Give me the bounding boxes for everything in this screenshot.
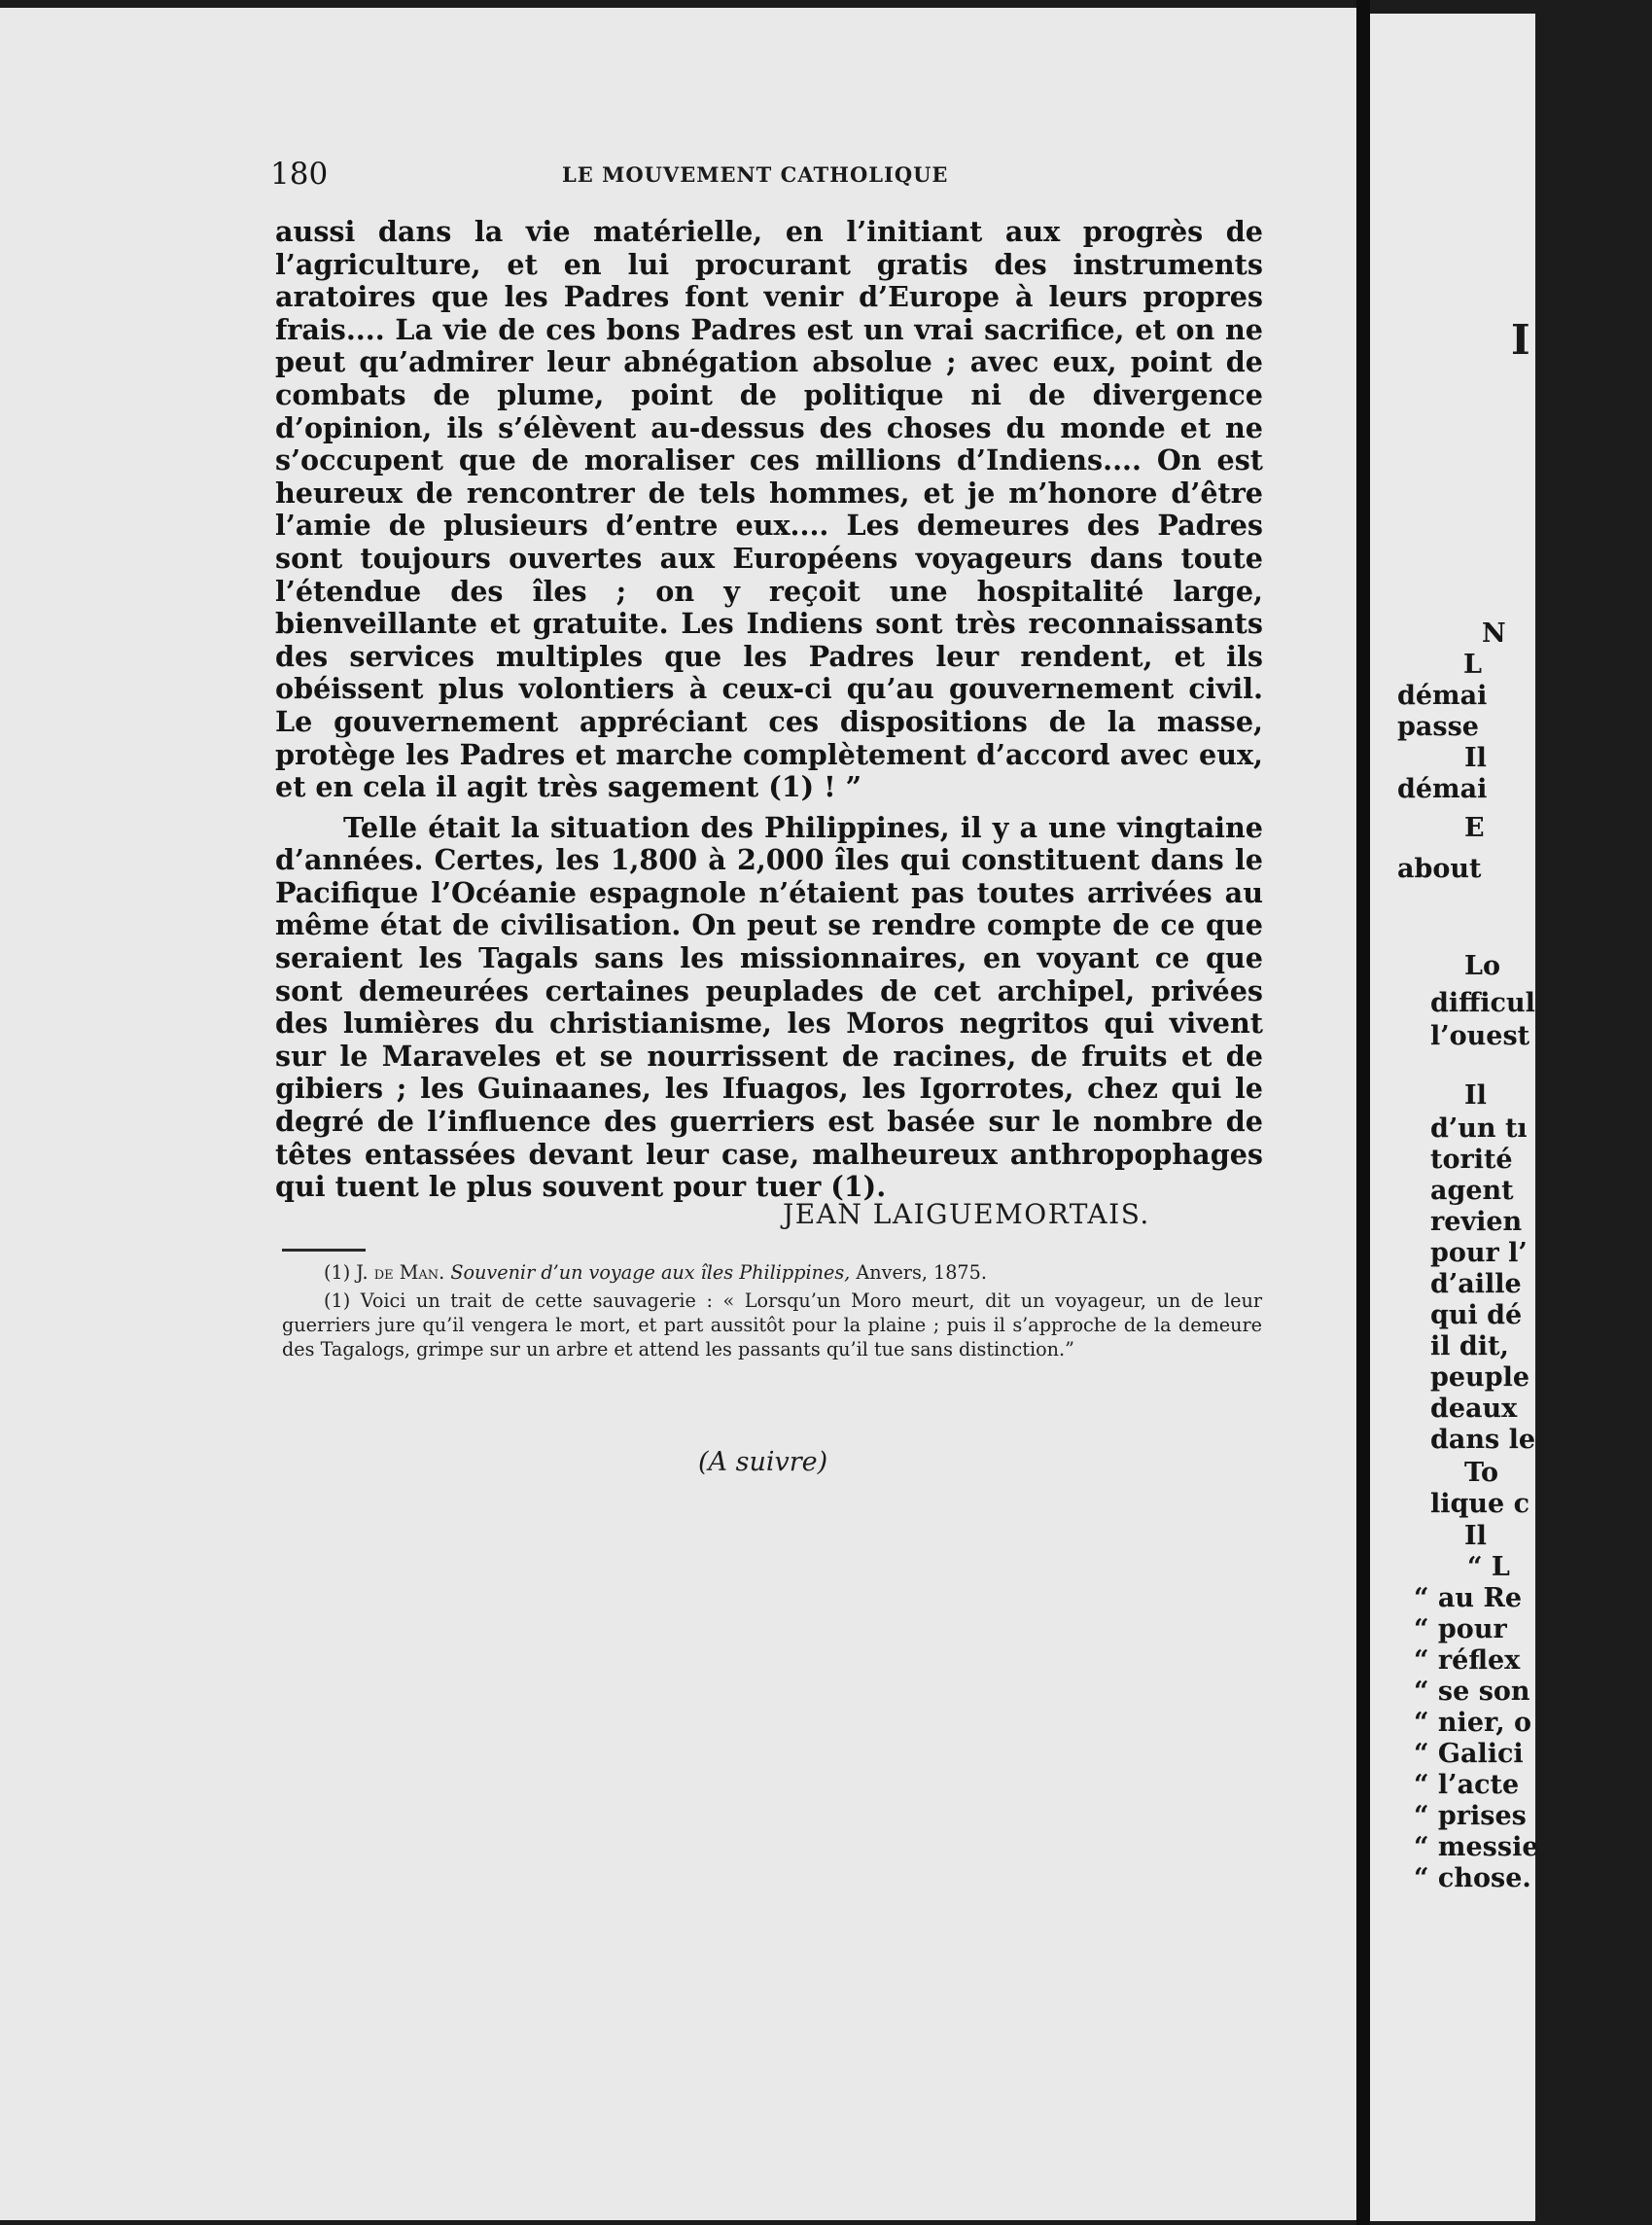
right-page-fragment-4: passe — [1397, 712, 1479, 742]
right-page-fragment-19: qui dé — [1430, 1300, 1523, 1330]
right-page-fragment-20: il dit, — [1430, 1331, 1509, 1361]
right-page-fragment-31: “ se son — [1414, 1677, 1530, 1707]
right-page-fragment-13: d’un tı — [1430, 1113, 1528, 1144]
right-page-fragment-26: Il — [1464, 1521, 1487, 1551]
right-page-fragment-12: Il — [1464, 1080, 1487, 1111]
right-page-fragment-22: deaux — [1430, 1394, 1518, 1424]
body-text — [275, 216, 1263, 1204]
right-page-fragment-0: I — [1511, 316, 1530, 364]
author-signature: JEAN LAIGUEMORTAIS. — [783, 1198, 1150, 1230]
right-page-fragment-28: “ au Re — [1414, 1583, 1523, 1613]
right-page-fragment-14: torité — [1430, 1145, 1513, 1175]
right-page-fragment-33: “ Galici — [1414, 1739, 1524, 1769]
right-page — [1370, 14, 1539, 2221]
right-page-fragment-7: E — [1464, 813, 1485, 843]
right-page-fragment-3: démai — [1397, 681, 1488, 711]
right-page-fragment-34: “ l’acte — [1414, 1770, 1520, 1800]
right-page-fragment-10: difficul — [1430, 988, 1535, 1018]
right-page-fragment-23: dans le — [1430, 1425, 1536, 1455]
right-page-fragment-6: démai — [1397, 774, 1488, 804]
to-be-continued: (A suivre) — [698, 1447, 828, 1477]
footnote-1-marker: (1) — [324, 1261, 351, 1284]
right-page-fragment-25: lique c — [1430, 1489, 1530, 1519]
right-page-fragment-2: L — [1463, 650, 1482, 680]
right-page-fragment-24: To — [1464, 1458, 1499, 1488]
right-page-fragment-35: “ prises — [1414, 1801, 1527, 1831]
footnote-rule — [282, 1249, 366, 1252]
right-page-fragment-1: N — [1482, 618, 1506, 649]
right-page-fragment-27: “ L — [1467, 1552, 1510, 1582]
right-page-fragment-5: Il — [1464, 743, 1487, 773]
right-page-fragment-21: peuple — [1430, 1362, 1530, 1393]
right-page-fragment-37: “ chose. — [1414, 1863, 1531, 1893]
footnotes — [282, 1260, 1262, 1361]
right-page-fragment-9: Lo — [1464, 951, 1500, 981]
footnote-1-rest: Anvers, 1875. — [856, 1261, 987, 1284]
footnote-2: (1) Voici un trait de cette sauvagerie : « Lorsqu’un Moro meurt, dit un voyageur, un de leur guerriers jure qu’il vengera le mort, et part aussitôt pour la plaine ; puis il s’approche de la demeure des Tagalogs, grimpe sur un arbre et attend les passants qu’il tue sans distinction.” — [282, 1289, 1262, 1360]
right-page-fragment-29: “ pour — [1414, 1614, 1507, 1644]
right-page-fragment-32: “ nier, o — [1414, 1708, 1532, 1738]
paragraph-philippines: Telle était la situation des Philippines, il y a une vingtaine d’années. Certes, les 1,800 à 2,000 îles qui constituent dans le Pacifique l’Océanie espagnole n’étaient pas toutes arrivées au même état de civilisation. On peut se rendre compte de ce que seraient les Tagals sans les missionnaires, en voyant ce que sont demeurées certaines peuplades de cet archipel, privées des lumières du christianisme, les Moros negritos qui vivent sur le Maraveles et se nourrissent de racines, de fruits et de gibiers ; les Guinaanes, les Ifuagos, les Igorrotes, chez qui le degré de l’influence des guerriers est basée sur le nombre de têtes entassées devant leur case, malheureux anthropophages qui tuent le plus souvent pour tuer (1). — [275, 810, 1263, 1204]
right-page-fragment-30: “ réflex — [1414, 1645, 1521, 1676]
right-page-fragment-18: d’aille — [1430, 1269, 1522, 1299]
right-page-fragment-36: “ messie — [1414, 1832, 1539, 1862]
running-title: LE MOUVEMENT CATHOLIQUE — [562, 162, 949, 187]
paragraph-quote-end: aussi dans la vie matérielle, en l’initiant aux progrès de l’agriculture, et en lui procurant gratis des instruments aratoires que les Padres font venir d’Europe à leurs propres frais.... La vie de ces bons Padres est un vrai sacrifice, et on ne peut qu’admirer leur abnégation absolue ; avec eux, point de combats de plume, point de politique ni de divergence d’opinion, ils s’élèvent au-dessus des choses du monde et ne s’occupent que de moraliser ces millions d’Indiens.... On est heureux de rencontrer de tels hommes, et je m’honore d’être l’amie de plusieurs d’entre eux.... Les demeures des Padres sont toujours ouvertes aux Européens voyageurs dans toute l’étendue des îles ; on y reçoit une hospitalité large, bienveillante et gratuite. Les Indiens sont très reconnaissants des services multiples que les Padres leur rendent, et ils obéissent plus volontiers à ceux-ci qu’au gouvernement civil. Le gouvernement appréciant ces dispositions de la masse, protège les Padres et marche complètement d’accord avec eux, et en cela il agit très sagement (1) ! ” — [275, 215, 1263, 804]
book-gutter — [1356, 0, 1370, 2225]
footnote-1-author: J. de Man. — [356, 1261, 445, 1284]
left-page — [0, 8, 1356, 2220]
right-page-fragment-11: l’ouest — [1430, 1021, 1530, 1051]
page-number: 180 — [270, 157, 329, 192]
footnote-1 — [282, 1260, 1262, 1285]
right-page-fragment-17: pour l’ — [1430, 1238, 1528, 1268]
running-head — [270, 157, 1268, 195]
right-page-fragment-8: about — [1397, 854, 1482, 884]
footnote-1-title: Souvenir d’un voyage aux îles Philippines, — [450, 1261, 851, 1284]
right-page-fragment-15: agent — [1430, 1176, 1514, 1206]
right-page-fragment-16: revien — [1430, 1207, 1523, 1237]
